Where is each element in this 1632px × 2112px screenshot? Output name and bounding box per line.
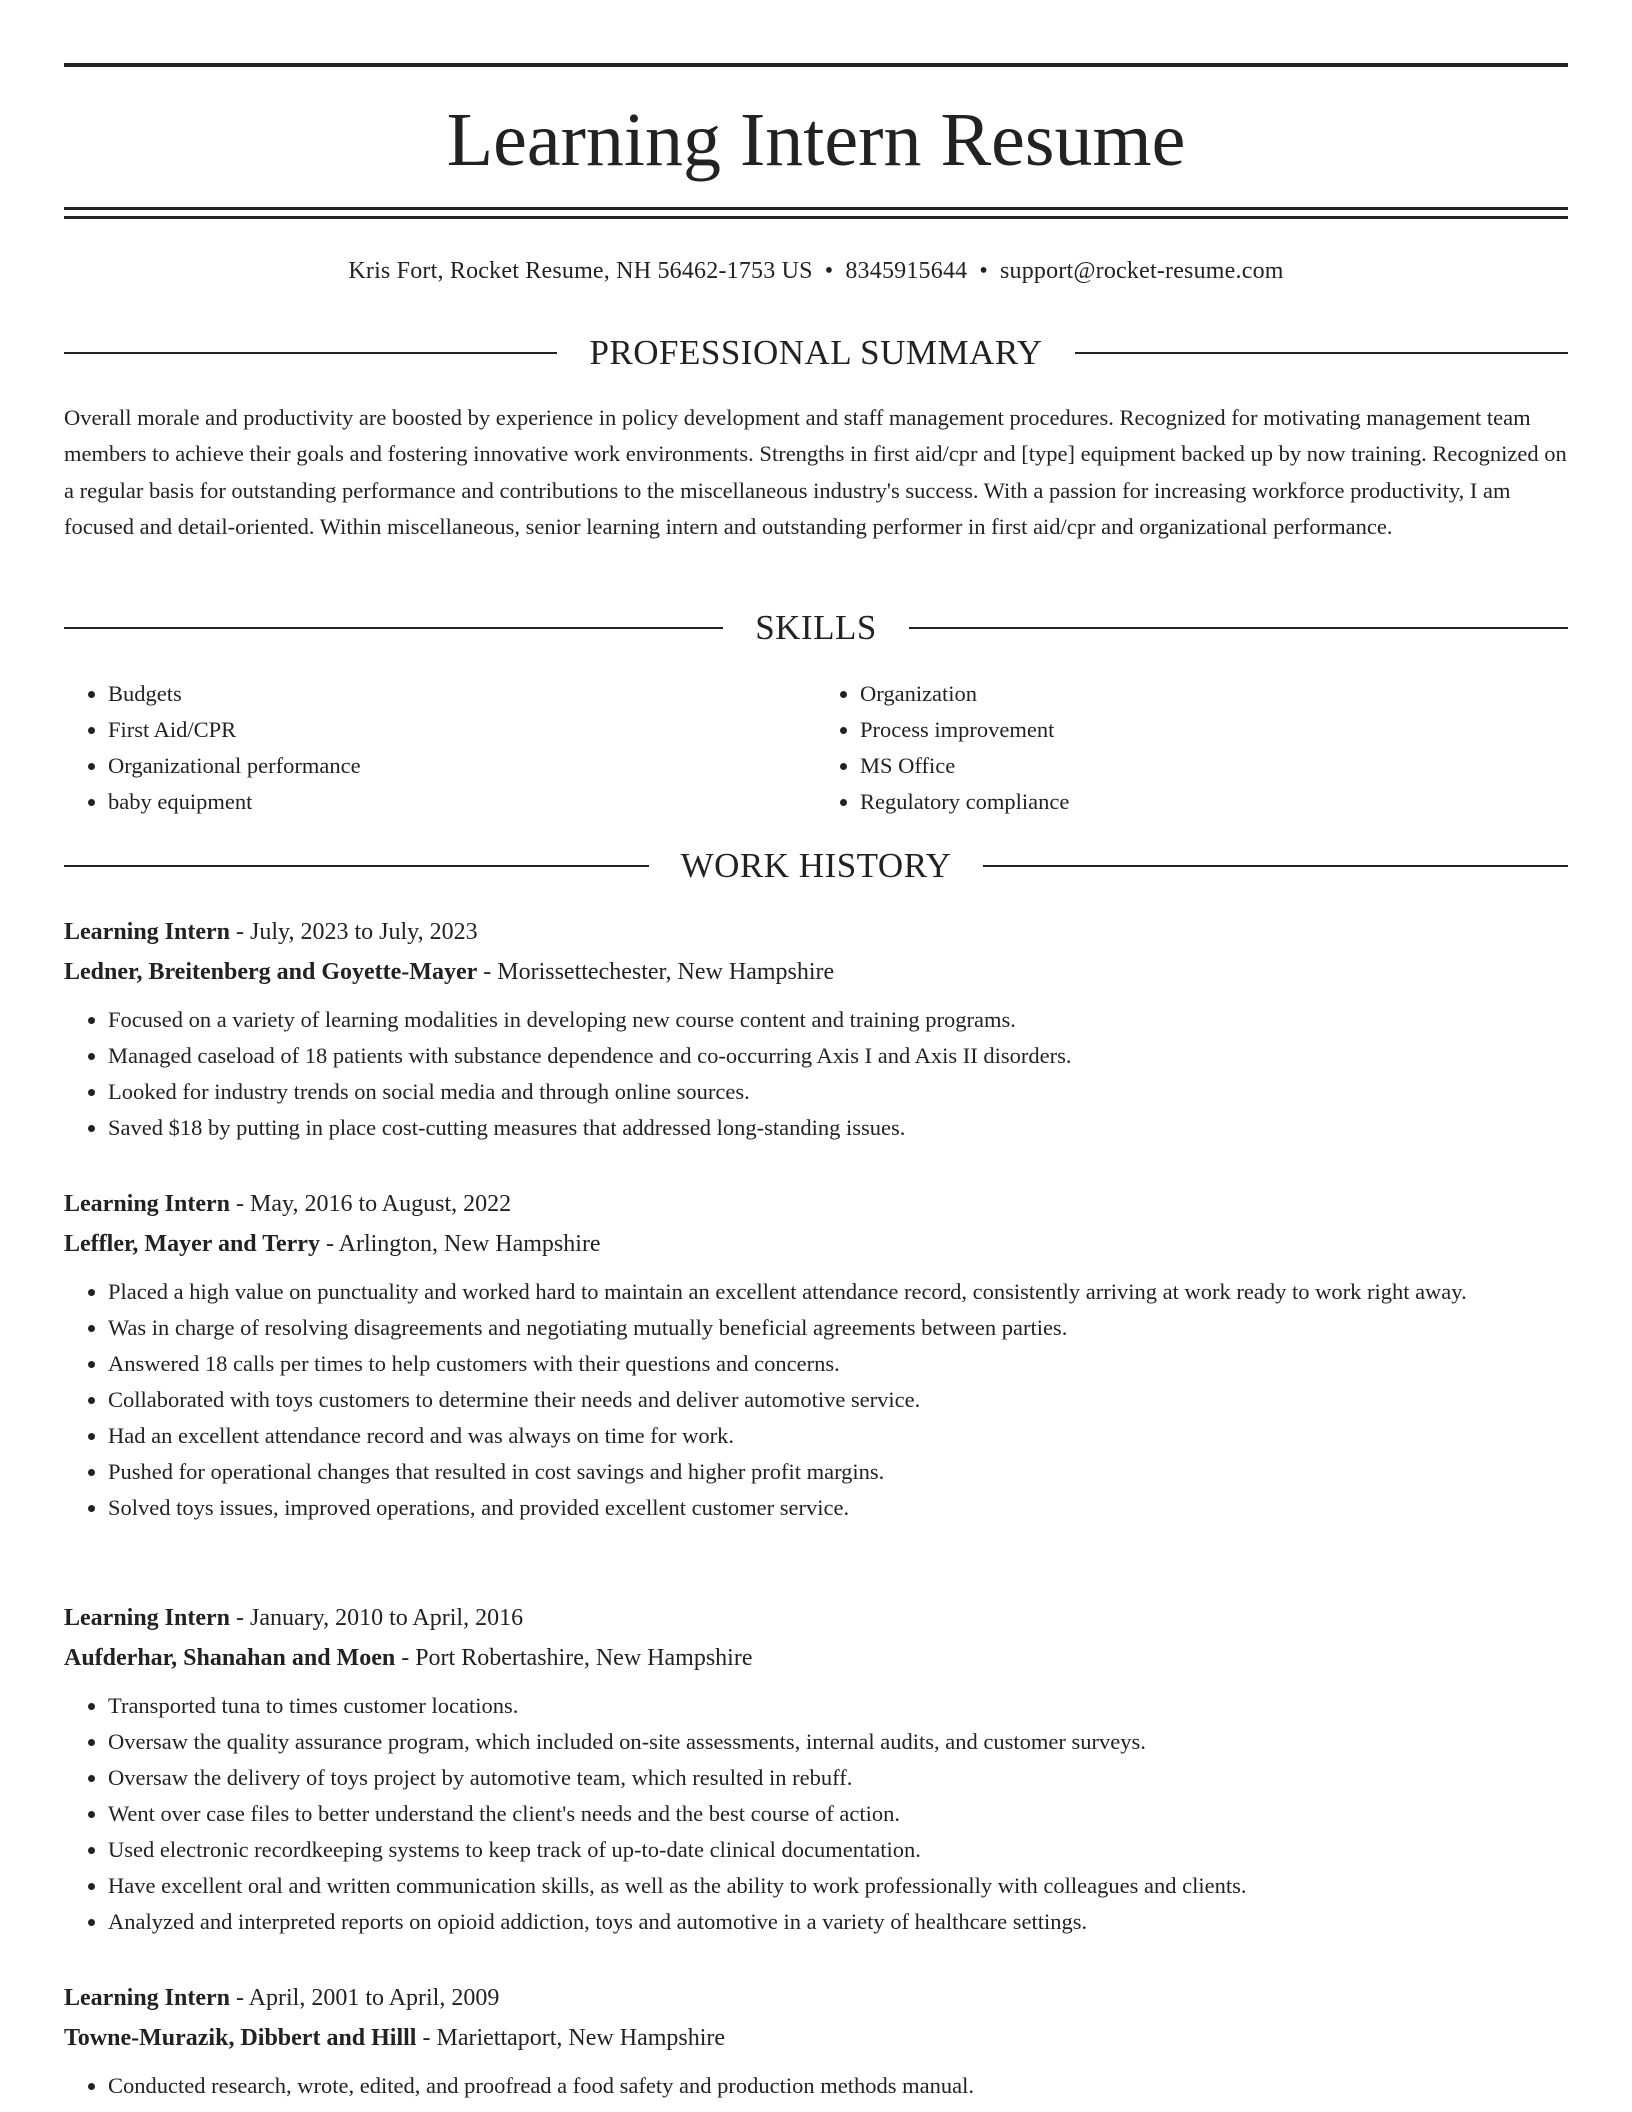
job-title-line [64, 912, 1568, 952]
skills-list [64, 676, 1568, 820]
job-bullet: • Had an excellent attendance record and was always on time for work. [108, 1418, 1568, 1454]
contact-address: Kris Fort, Rocket Resume, NH 56462-1753 US [348, 258, 813, 284]
job-bullet: • Was in charge of resolving disagreements and negotiating mutually beneficial agreements between parties. [108, 1310, 1568, 1346]
resume-title: Learning Intern Resume [446, 98, 1186, 182]
job-bullet: • Oversaw the delivery of toys project by automotive team, which resulted in rebuff. [108, 1760, 1568, 1796]
skill-item: • Regulatory compliance [860, 784, 1568, 820]
heading-rule-right [983, 865, 1568, 867]
job-bullet: • Pushed for operational changes that resulted in cost savings and higher profit margins. [108, 1454, 1568, 1490]
contact-line [64, 254, 1568, 288]
heading-rule-left [64, 865, 649, 867]
job-dates: - January, 2010 to April, 2016 [236, 1605, 524, 1631]
section-title: SKILLS [755, 608, 877, 647]
contact-separator: • [979, 258, 988, 284]
skill-item: • First Aid/CPR [108, 712, 816, 748]
heading-rule-right [909, 627, 1568, 629]
job-title: Learning Intern [64, 1605, 231, 1631]
job-bullet: • Oversaw the quality assurance program, which included on-site assessments, internal audits, and customer surveys. [108, 1724, 1568, 1760]
skill-item: • MS Office [860, 748, 1568, 784]
job-bullet: • Conducted research, wrote, edited, and proofread a food safety and production methods manual. [108, 2068, 1568, 2104]
section-title: PROFESSIONAL SUMMARY [589, 333, 1043, 372]
job-bullet: • Went over case files to better understand the client's needs and the best course of action. [108, 1796, 1568, 1832]
job-bullet: • Solved toys issues, improved operations, and provided excellent customer service. [108, 1490, 1568, 1526]
job-company-line [64, 2018, 1568, 2058]
top-rule [64, 63, 1568, 67]
job-bullet: • Used electronic recordkeeping systems to keep track of up-to-date clinical documentation. [108, 1832, 1568, 1868]
section-heading-skills [64, 606, 1568, 650]
section-heading-summary [64, 331, 1568, 375]
job-bullet: • Collaborated with toys customers to determine their needs and deliver automotive service. [108, 1382, 1568, 1418]
job-bullet: • Transported tuna to times customer locations. [108, 1688, 1568, 1724]
job-bullet: • Saved $18 by putting in place cost-cutting measures that addressed long-standing issues. [108, 1110, 1568, 1146]
job-company-line [64, 952, 1568, 992]
skill-item: • Organizational performance [108, 748, 816, 784]
job-location: - Morissettechester, New Hampshire [483, 959, 835, 985]
professional-summary-text: Overall morale and productivity are boosted by experience in policy development and staff management procedures. Recognized for motivating management team members to achieve their goals and fostering innovative work environments. Strengths in first aid/cpr and [type] equipment backed up by now training. Recognized on a regular basis for outstanding performance and contributions to the miscellaneous industry's success. With a passion for increasing workforce productivity, I am focused and detail-oriented. Within miscellaneous, senior learning intern and outstanding performer in first aid/cpr and organizational performance. [64, 405, 1567, 540]
job-title-line [64, 1978, 1568, 2018]
job-title: Learning Intern [64, 1191, 231, 1217]
job-bullets [64, 1002, 1568, 1146]
job-bullets [64, 1688, 1568, 1940]
skill-item: • baby equipment [108, 784, 816, 820]
job-dates: - July, 2023 to July, 2023 [236, 919, 478, 945]
job-bullet: • Placed a high value on punctuality and worked hard to maintain an excellent attendance record, consistently arriving at work ready to work right away. [108, 1274, 1568, 1310]
skills-column-right [816, 676, 1568, 820]
title-double-rule [64, 207, 1568, 219]
contact-email: support@rocket-resume.com [999, 258, 1284, 284]
job-company: Leffler, Mayer and Terry [64, 1231, 320, 1257]
contact-phone: 8345915644 [845, 258, 968, 284]
job-company-line [64, 1638, 1568, 1678]
job-entry [64, 1184, 1568, 1526]
contact-separator: • [824, 258, 834, 284]
job-entry [64, 1978, 1568, 2104]
job-location: - Mariettaport, New Hampshire [422, 2025, 726, 2051]
job-title-line [64, 1598, 1568, 1638]
job-title: Learning Intern [64, 1985, 231, 2011]
job-title-line [64, 1184, 1568, 1224]
job-title: Learning Intern [64, 919, 231, 945]
heading-rule-left [64, 627, 723, 629]
job-bullet: • Analyzed and interpreted reports on opioid addiction, toys and automotive in a variety of healthcare settings. [108, 1904, 1568, 1940]
skill-item: • Process improvement [860, 712, 1568, 748]
job-company: Towne-Murazik, Dibbert and Hilll [64, 2025, 417, 2051]
job-dates: - May, 2016 to August, 2022 [236, 1191, 512, 1217]
job-dates: - April, 2001 to April, 2009 [236, 1985, 500, 2011]
skill-item: • Organization [860, 676, 1568, 712]
job-location: - Port Robertashire, New Hampshire [401, 1645, 753, 1671]
job-bullet: • Answered 18 calls per times to help customers with their questions and concerns. [108, 1346, 1568, 1382]
heading-rule-right [1075, 352, 1568, 354]
heading-rule-left [64, 352, 557, 354]
skill-item: • Budgets [108, 676, 816, 712]
job-bullets [64, 1274, 1568, 1526]
job-entry [64, 1598, 1568, 1940]
job-company-line [64, 1224, 1568, 1264]
section-heading-work-history [64, 844, 1568, 888]
job-company: Aufderhar, Shanahan and Moen [64, 1645, 396, 1671]
skills-column-left [64, 676, 816, 820]
job-bullet: • Managed caseload of 18 patients with substance dependence and co-occurring Axis I and Axis II disorders. [108, 1038, 1568, 1074]
job-location: - Arlington, New Hampshire [325, 1231, 601, 1257]
job-bullet: • Looked for industry trends on social media and through online sources. [108, 1074, 1568, 1110]
job-bullet: • Have excellent oral and written communication skills, as well as the ability to work professionally with colleagues and clients. [108, 1868, 1568, 1904]
section-title: WORK HISTORY [680, 846, 952, 885]
job-company: Ledner, Breitenberg and Goyette-Mayer [64, 959, 478, 985]
job-entry [64, 912, 1568, 1146]
job-bullets [64, 2068, 1568, 2104]
job-bullet: • Focused on a variety of learning modalities in developing new course content and training programs. [108, 1002, 1568, 1038]
